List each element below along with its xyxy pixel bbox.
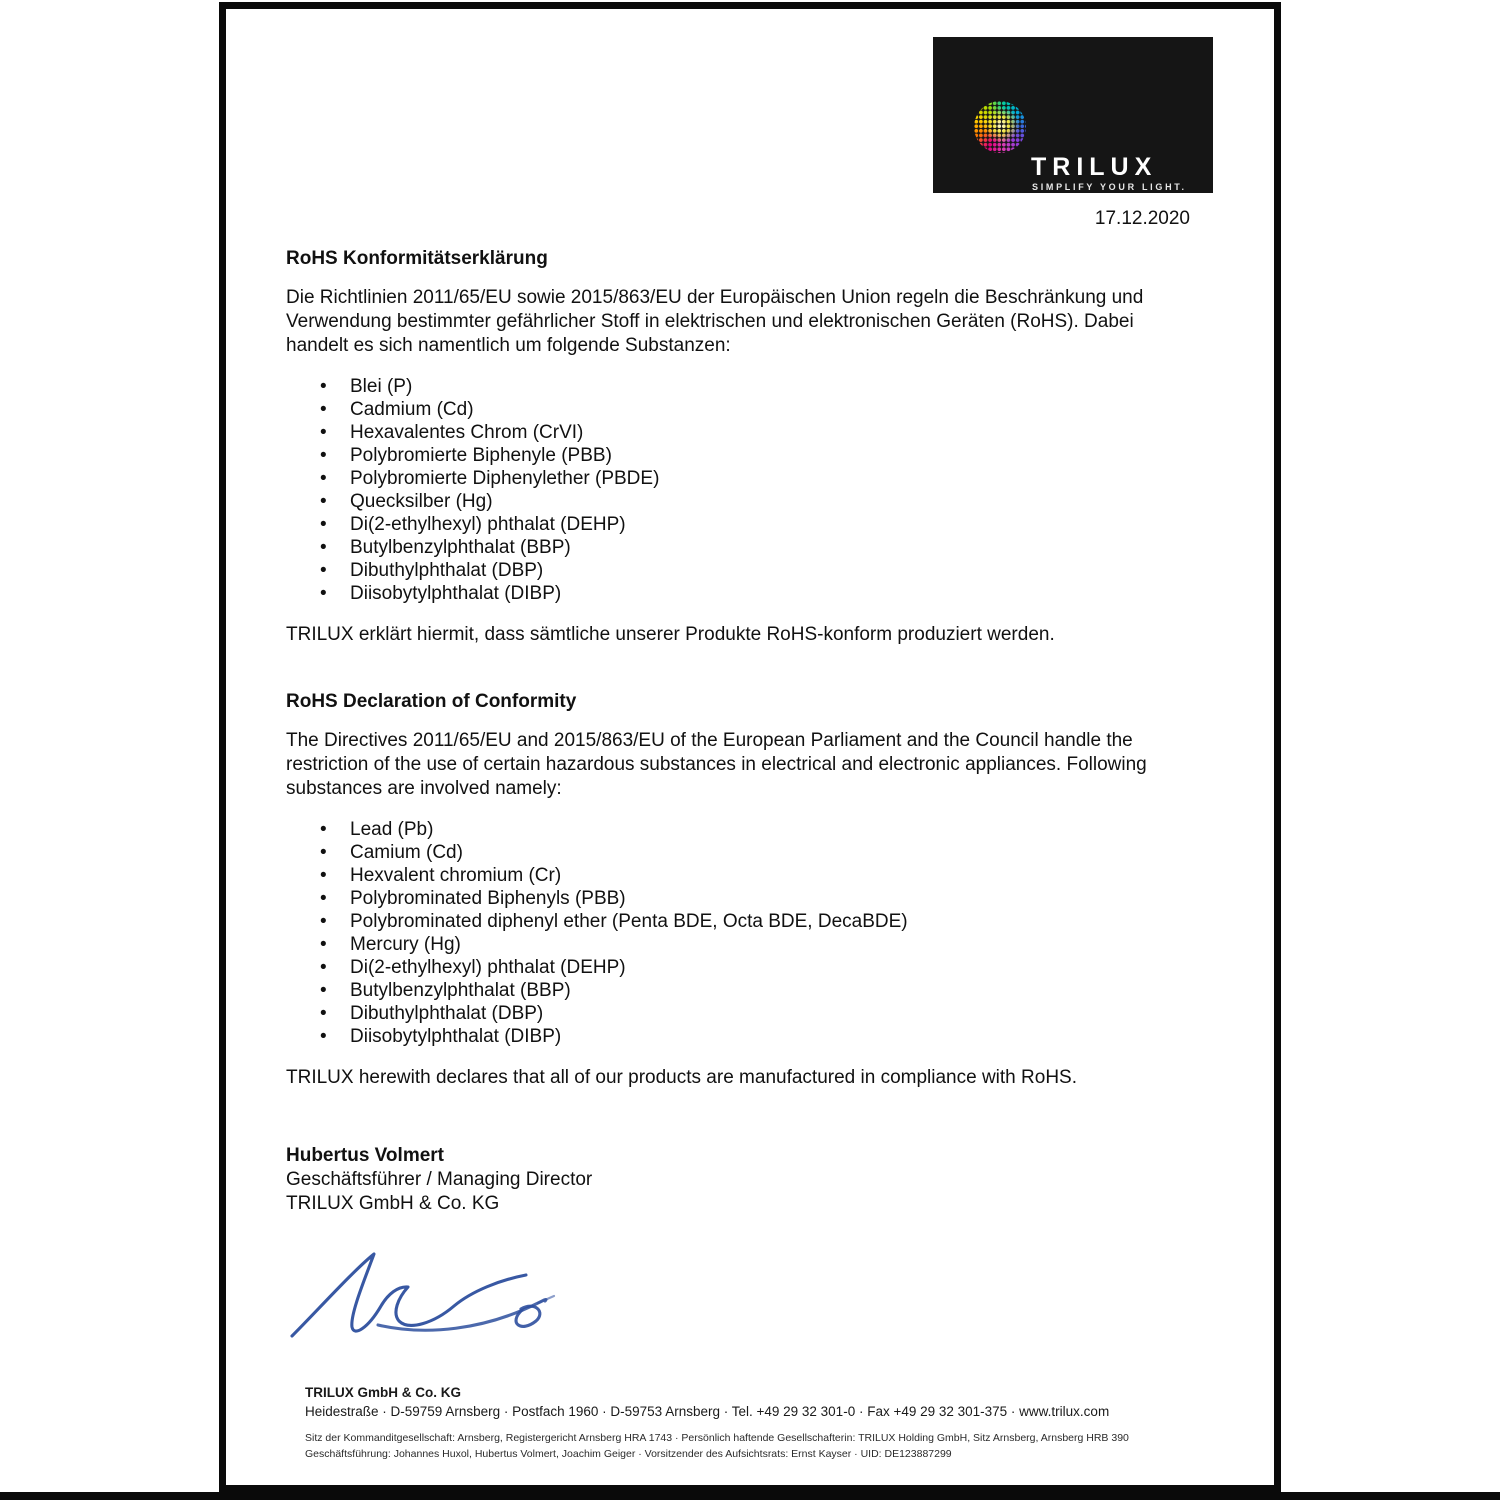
signatory-name: Hubertus Volmert <box>286 1145 445 1166</box>
signatory-block <box>286 1144 1198 1216</box>
page-bottom-edge <box>0 1492 1500 1500</box>
substance-item: • Dibuthylphthalat (DBP) <box>320 1002 1198 1025</box>
substance-item: • Di(2-ethylhexyl) phthalat (DEHP) <box>320 956 1198 979</box>
substance-item: • Camium (Cd) <box>320 841 1198 864</box>
substance-item: • Polybromierte Diphenylether (PBDE) <box>320 467 1198 490</box>
substance-item: • Polybrominated Biphenyls (PBB) <box>320 887 1198 910</box>
document-date: 17.12.2020 <box>1094 208 1190 229</box>
substance-item: • Quecksilber (Hg) <box>320 490 1198 513</box>
substance-item: • Diisobytylphthalat (DIBP) <box>320 582 1198 605</box>
footer-address: Heidestraße · D-59759 Arnsberg · Postfach 1960 · D-59753 Arnsberg · Tel. +49 29 32 301-0 · Fax +49 29 32 301-375 · www.trilux.com <box>305 1404 1110 1419</box>
substance-item: • Dibuthylphthalat (DBP) <box>320 559 1198 582</box>
substance-item: • Polybromierte Biphenyle (PBB) <box>320 444 1198 467</box>
german-substance-list <box>286 375 1198 605</box>
footer-legal-line-1: Sitz der Kommanditgesellschaft: Arnsberg, Registergericht Arnsberg HRA 1743 · Persönlich haftende Gesellschafterin: TRILUX Holding GmbH, Sitz Arnsberg, Arnsberg HRB 390 <box>305 1432 1129 1444</box>
substance-item: • Butylbenzylphthalat (BBP) <box>320 536 1198 559</box>
trilux-tagline: SIMPLIFY YOUR LIGHT. <box>1032 182 1187 192</box>
substance-item: • Di(2-ethylhexyl) phthalat (DEHP) <box>320 513 1198 536</box>
document-page <box>219 2 1281 1496</box>
english-closing-statement: TRILUX herewith declares that all of our products are manufactured in compliance with RoHS. <box>286 1067 1077 1088</box>
english-substance-list <box>286 818 1198 1048</box>
substance-item: • Mercury (Hg) <box>320 933 1198 956</box>
trilux-globe-icon <box>974 101 1026 153</box>
footer-legal-line-2: Geschäftsführung: Johannes Huxol, Hubertus Volmert, Joachim Geiger · Vorsitzender des Aufsichtsrats: Ernst Kayser · UID: DE123887299 <box>305 1448 952 1460</box>
substance-item: • Diisobytylphthalat (DIBP) <box>320 1025 1198 1048</box>
footer-company: TRILUX GmbH & Co. KG <box>305 1385 461 1400</box>
german-section-heading: RoHS Konformitätserklärung <box>286 248 548 269</box>
handwritten-signature-image <box>288 1240 560 1340</box>
english-section-heading: RoHS Declaration of Conformity <box>286 691 577 712</box>
english-intro-paragraph: The Directives 2011/65/EU and 2015/863/EU of the European Parliament and the Council handle the restriction of the use of certain hazardous substances in electrical and electronic appliances. Following substances are involved namely: <box>286 730 1147 799</box>
trilux-wordmark: TRILUX <box>1031 153 1158 181</box>
document-content <box>226 37 1274 1340</box>
footer-block <box>305 1385 1196 1461</box>
trilux-logo <box>933 37 1213 193</box>
german-intro-paragraph: Die Richtlinien 2011/65/EU sowie 2015/863/EU der Europäischen Union regeln die Beschränkung und Verwendung bestimmter gefährlicher Stoff in elektrischen und elektronischen Geräten (RoHS). Dabei handelt es sich namentlich um folgende Substanzen: <box>286 287 1144 356</box>
substance-item: • Polybrominated diphenyl ether (Penta BDE, Octa BDE, DecaBDE) <box>320 910 1198 933</box>
substance-item: • Cadmium (Cd) <box>320 398 1198 421</box>
substance-item: • Hexvalent chromium (Cr) <box>320 864 1198 887</box>
substance-item: • Butylbenzylphthalat (BBP) <box>320 979 1198 1002</box>
signatory-title: Geschäftsführer / Managing Director <box>286 1169 593 1190</box>
substance-item: • Lead (Pb) <box>320 818 1198 841</box>
signatory-company: TRILUX GmbH & Co. KG <box>286 1193 500 1214</box>
german-closing-statement: TRILUX erklärt hiermit, dass sämtliche unserer Produkte RoHS-konform produziert werden. <box>286 624 1055 645</box>
substance-item: • Hexavalentes Chrom (CrVI) <box>320 421 1198 444</box>
substance-item: • Blei (P) <box>320 375 1198 398</box>
